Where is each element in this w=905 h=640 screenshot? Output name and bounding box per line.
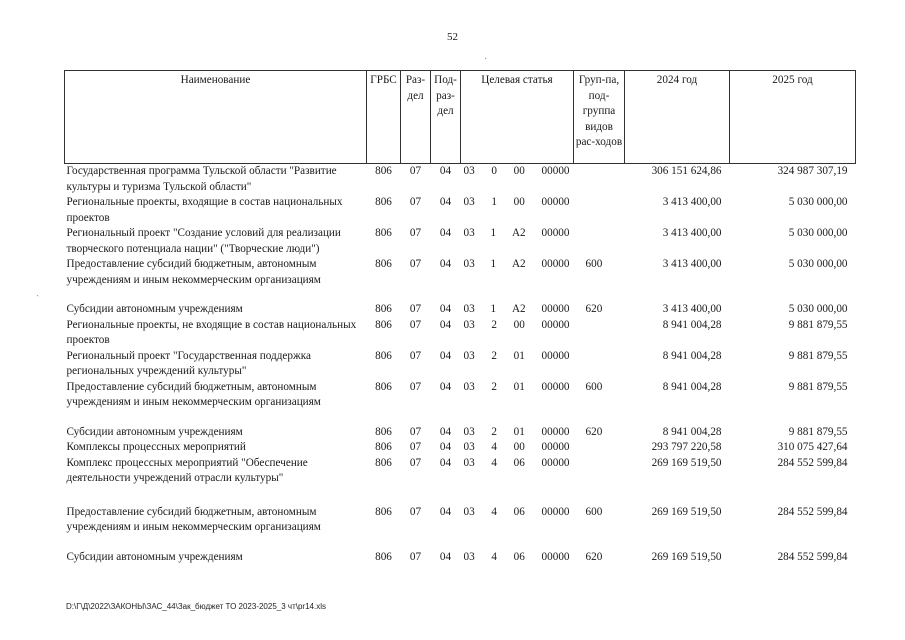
row-expense-group: 600 <box>585 505 603 518</box>
target-program: 03 <box>463 380 475 393</box>
row-section: 07 <box>409 425 422 438</box>
target-program: 03 <box>463 258 475 270</box>
target-program: 03 <box>463 425 475 438</box>
row-grbs: 806 <box>375 441 392 453</box>
row-amount-2025: 5 030 000,00 <box>788 258 848 270</box>
table-row <box>65 302 856 318</box>
row-target-article <box>461 380 574 396</box>
row-name: Региональный проект "Создание условий для реализации творческого потенциала нации" ("Творческие люди") <box>66 227 341 255</box>
target-project: 01 <box>513 380 525 393</box>
row-target-article <box>461 550 574 566</box>
target-direction: 00000 <box>541 258 570 270</box>
row-amount-2025: 310 075 427,64 <box>777 441 848 453</box>
row-expense-group: 620 <box>585 425 603 438</box>
target-project: 00 <box>513 441 525 453</box>
target-direction: 00000 <box>541 505 570 518</box>
table-row <box>65 550 856 566</box>
row-name: Региональный проект "Государственная поддержка региональных учреждений культуры" <box>66 349 311 377</box>
row-amount-2025: 5 030 000,00 <box>788 196 848 208</box>
row-target-article <box>461 195 574 211</box>
row-grbs: 806 <box>375 318 392 331</box>
row-grbs: 806 <box>375 196 392 208</box>
target-direction: 00000 <box>541 441 570 453</box>
row-subsection: 04 <box>439 505 452 518</box>
table-row <box>65 440 856 456</box>
target-project: 01 <box>513 349 525 362</box>
row-name: Предоставление субсидий бюджетным, автономным учреждениям и иным некоммерческим организациям <box>66 258 321 286</box>
row-subsection: 04 <box>439 196 452 208</box>
target-direction: 00000 <box>541 227 570 239</box>
target-project: 00 <box>513 165 525 177</box>
row-subsection: 04 <box>439 227 452 239</box>
row-name: Предоставление субсидий бюджетным, автономным учреждениям и иным некоммерческим организациям <box>66 505 321 533</box>
target-type: 1 <box>491 196 497 208</box>
row-subsection: 04 <box>439 318 452 331</box>
row-expense-group <box>574 318 625 349</box>
target-program: 03 <box>463 318 475 331</box>
row-section: 07 <box>409 318 422 331</box>
header-expense-group: Груп-па, под-группа видов рас-ходов <box>574 71 625 164</box>
row-expense-group: 600 <box>585 258 603 270</box>
target-direction: 00000 <box>541 318 570 331</box>
header-section: Раз-дел <box>401 71 431 164</box>
row-section: 07 <box>409 380 422 393</box>
row-name: Комплекс процессных мероприятий "Обеспечение деятельности учреждений отрасли культуры" <box>66 456 308 484</box>
budget-table <box>64 70 856 565</box>
target-direction: 00000 <box>541 550 570 563</box>
target-direction: 00000 <box>541 425 570 438</box>
target-project: 01 <box>513 425 525 438</box>
target-direction: 00000 <box>541 196 570 208</box>
row-amount-2024: 306 151 624,86 <box>651 165 722 177</box>
row-amount-2024: 8 941 004,28 <box>662 425 722 438</box>
target-program: 03 <box>463 303 475 315</box>
row-target-article <box>461 302 574 318</box>
target-direction: 00000 <box>541 165 570 177</box>
row-section: 07 <box>409 258 422 270</box>
row-amount-2025: 284 552 599,84 <box>777 456 848 469</box>
header-target-article: Целевая статья <box>461 71 574 164</box>
target-type: 4 <box>491 441 497 453</box>
row-amount-2024: 269 169 519,50 <box>651 456 722 469</box>
row-subsection: 04 <box>439 258 452 270</box>
row-subsection: 04 <box>439 550 452 563</box>
row-target-article <box>461 505 574 521</box>
row-section: 07 <box>409 505 422 518</box>
target-project: А2 <box>511 258 526 270</box>
row-name: Субсидии автономным учреждениям <box>66 303 243 315</box>
row-name: Предоставление субсидий бюджетным, автономным учреждениям и иным некоммерческим организациям <box>66 380 321 408</box>
row-amount-2025: 9 881 879,55 <box>788 425 848 438</box>
row-amount-2025: 9 881 879,55 <box>788 380 848 393</box>
row-name: Региональные проекты, входящие в состав национальных проектов <box>66 196 343 224</box>
target-program: 03 <box>463 441 475 453</box>
header-year-2025: 2025 год <box>730 71 856 164</box>
row-name: Комплексы процессных мероприятий <box>66 441 246 453</box>
table-header <box>65 71 856 164</box>
row-name: Государственная программа Тульской области "Развитие культуры и туризма Тульской области" <box>66 165 337 193</box>
row-amount-2024: 3 413 400,00 <box>662 303 722 315</box>
target-program: 03 <box>463 227 475 239</box>
target-direction: 00000 <box>541 380 570 393</box>
row-subsection: 04 <box>439 425 452 438</box>
row-grbs: 806 <box>375 258 392 270</box>
row-target-article <box>461 456 574 472</box>
row-amount-2025: 284 552 599,84 <box>777 550 848 563</box>
target-project: 06 <box>513 456 525 469</box>
table-row <box>65 164 856 196</box>
row-amount-2025: 5 030 000,00 <box>788 227 848 239</box>
target-program: 03 <box>463 349 475 362</box>
row-grbs: 806 <box>375 227 392 239</box>
target-type: 1 <box>490 303 497 315</box>
row-amount-2024: 8 941 004,28 <box>662 380 722 393</box>
table-body <box>65 164 856 566</box>
row-section: 07 <box>409 165 422 177</box>
target-program: 03 <box>463 456 475 469</box>
target-program: 03 <box>463 165 475 177</box>
target-direction: 00000 <box>541 349 570 362</box>
row-expense-group <box>574 195 625 226</box>
target-type: 2 <box>491 349 497 362</box>
target-project: 00 <box>513 318 525 331</box>
table-row <box>65 195 856 226</box>
row-name: Субсидии автономным учреждениям <box>66 550 243 563</box>
row-target-article <box>461 257 574 273</box>
row-grbs: 806 <box>375 505 392 518</box>
row-expense-group <box>574 349 625 380</box>
table-row <box>65 257 856 302</box>
target-program: 03 <box>463 550 475 563</box>
row-grbs: 806 <box>375 425 392 438</box>
page-number: 52 <box>447 31 458 43</box>
footer-file-path: D:\Г\Д\2022\ЗАКОНЫ\ЗАС_44\Зак_бюджет ТО 2023-2025_3 чт\pr14.xls <box>66 602 326 611</box>
row-amount-2024: 293 797 220,58 <box>651 441 722 453</box>
row-expense-group: 600 <box>585 380 603 393</box>
row-target-article <box>461 425 574 441</box>
row-amount-2024: 3 413 400,00 <box>662 258 722 270</box>
table-row <box>65 226 856 257</box>
row-target-article <box>461 349 574 365</box>
row-amount-2024: 8 941 004,28 <box>662 318 722 331</box>
target-type: 2 <box>491 425 497 438</box>
row-grbs: 806 <box>375 456 392 469</box>
target-type: 2 <box>491 318 497 331</box>
row-expense-group <box>574 456 625 505</box>
row-amount-2024: 8 941 004,28 <box>662 349 722 362</box>
row-target-article <box>461 318 574 334</box>
row-expense-group <box>574 164 625 196</box>
header-subsection: Под-раз-дел <box>431 71 461 164</box>
row-name: Субсидии автономным учреждениям <box>66 425 243 438</box>
row-expense-group <box>574 440 625 456</box>
row-amount-2024: 3 413 400,00 <box>662 227 722 239</box>
row-section: 07 <box>409 303 422 315</box>
target-project: А2 <box>511 303 526 315</box>
row-target-article <box>461 164 574 180</box>
header-year-2024: 2024 год <box>625 71 730 164</box>
row-amount-2025: 9 881 879,55 <box>788 349 848 362</box>
row-grbs: 806 <box>375 349 392 362</box>
row-grbs: 806 <box>375 550 392 563</box>
table-row <box>65 456 856 505</box>
row-target-article <box>461 440 574 456</box>
header-grbs: ГРБС <box>367 71 401 164</box>
target-program: 03 <box>463 505 475 518</box>
target-type: 2 <box>491 380 497 393</box>
target-project: 00 <box>513 196 525 208</box>
target-direction: 00000 <box>541 303 570 315</box>
row-amount-2024: 3 413 400,00 <box>662 196 722 208</box>
row-subsection: 04 <box>439 303 452 315</box>
header-name: Наименование <box>65 71 367 164</box>
target-type: 1 <box>490 258 497 270</box>
row-expense-group: 620 <box>585 550 603 563</box>
table-row <box>65 318 856 349</box>
row-subsection: 04 <box>439 456 452 469</box>
table-row <box>65 505 856 550</box>
row-amount-2024: 269 169 519,50 <box>651 550 722 563</box>
row-amount-2025: 9 881 879,55 <box>788 318 848 331</box>
row-amount-2025: 5 030 000,00 <box>788 303 848 315</box>
table-row <box>65 349 856 380</box>
row-target-article <box>461 226 574 242</box>
row-expense-group <box>574 226 625 257</box>
target-project: А2 <box>511 227 526 239</box>
row-section: 07 <box>409 550 422 563</box>
row-expense-group: 620 <box>585 303 603 315</box>
row-amount-2025: 324 987 307,19 <box>777 165 848 177</box>
target-direction: 00000 <box>541 456 570 469</box>
row-section: 07 <box>409 441 422 453</box>
row-section: 07 <box>409 456 422 469</box>
row-amount-2025: 284 552 599,84 <box>777 505 848 518</box>
row-name: Региональные проекты, не входящие в состав национальных проектов <box>66 318 357 346</box>
target-project: 06 <box>513 505 525 518</box>
target-type: 4 <box>491 505 497 518</box>
target-program: 03 <box>463 196 475 208</box>
target-type: 4 <box>491 550 497 563</box>
target-type: 0 <box>491 165 497 177</box>
row-section: 07 <box>409 349 422 362</box>
scan-mark: ˏ <box>36 286 40 297</box>
scan-dot: · <box>484 54 488 65</box>
target-type: 4 <box>491 456 497 469</box>
row-amount-2024: 269 169 519,50 <box>651 505 722 518</box>
row-section: 07 <box>409 196 422 208</box>
table-row <box>65 380 856 425</box>
target-type: 1 <box>490 227 497 239</box>
table-row <box>65 425 856 441</box>
row-subsection: 04 <box>439 441 452 453</box>
row-subsection: 04 <box>439 380 452 393</box>
row-section: 07 <box>409 227 422 239</box>
row-grbs: 806 <box>375 380 392 393</box>
row-grbs: 806 <box>375 303 392 315</box>
row-grbs: 806 <box>375 165 392 177</box>
row-subsection: 04 <box>439 349 452 362</box>
row-subsection: 04 <box>439 165 452 177</box>
target-project: 06 <box>513 550 525 563</box>
